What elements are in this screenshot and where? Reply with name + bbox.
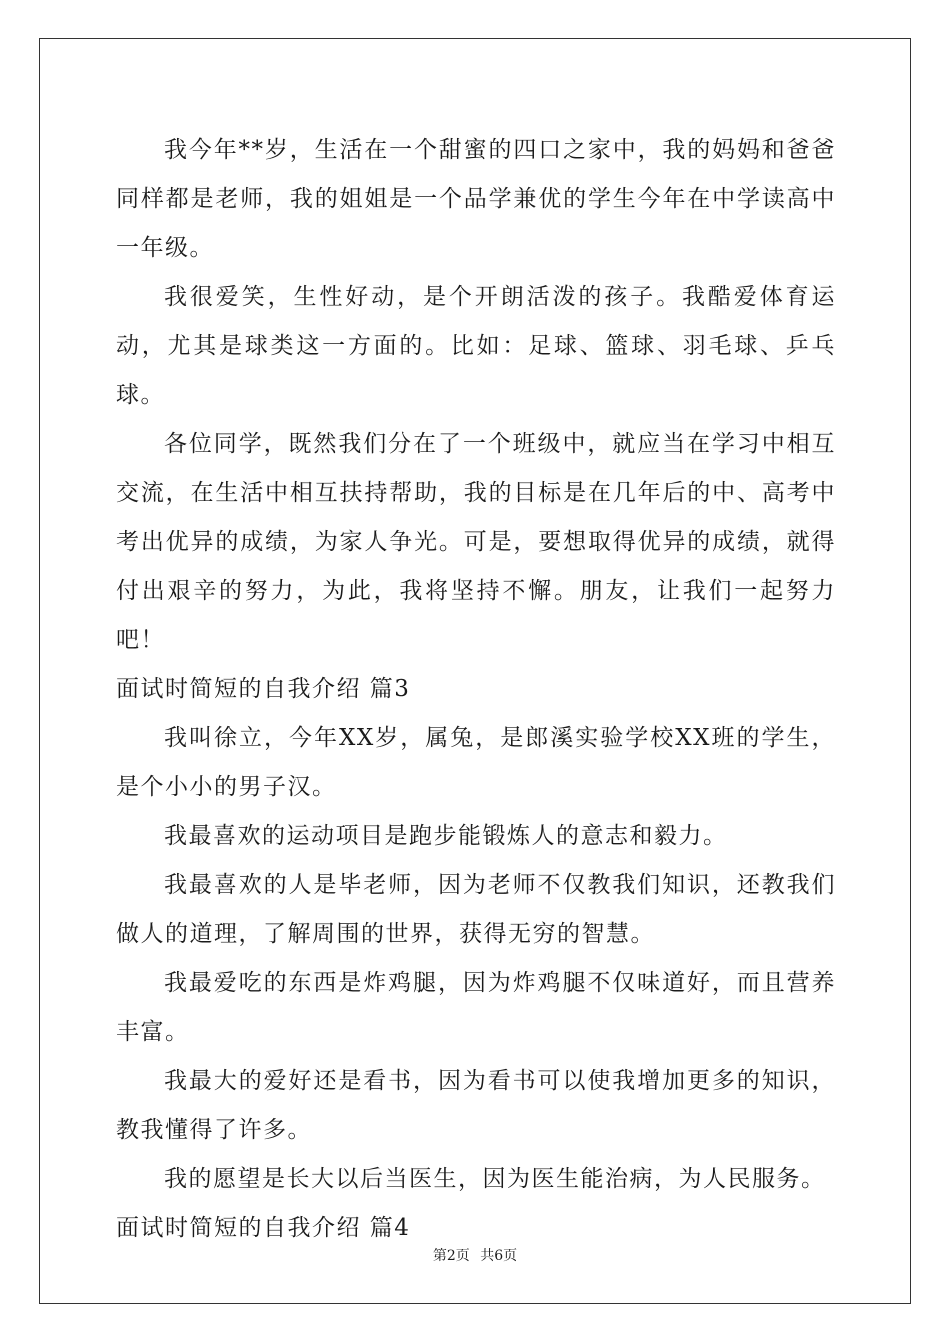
page-footer: [0, 1246, 950, 1266]
paragraph-6: 我最喜欢的人是毕老师，因为老师不仅教我们知识，还教我们做人的道理，了解周围的世界，获得无穷的智慧。: [116, 872, 836, 947]
paragraph-9: 我的愿望是长大以后当医生，因为医生能治病，为人民服务。: [164, 1166, 826, 1192]
paragraph-3: 各位同学，既然我们分在了一个班级中，就应当在学习中相互交流，在生活中相互扶持帮助，我的目标是在几年后的中、高考中考出优异的成绩，为家人争光。可是，要想取得优异的成绩，就得付出艰辛的努力，为此，我将坚持不懈。朋友，让我们一起努力吧！: [116, 431, 836, 653]
paragraph-2: 我很爱笑，生性好动，是个开朗活泼的孩子。我酷爱体育运动，尤其是球类这一方面的。比如：足球、篮球、羽毛球、乒乓球。: [116, 284, 836, 408]
paragraph-7: 我最爱吃的东西是炸鸡腿，因为炸鸡腿不仅味道好，而且营养丰富。: [116, 970, 836, 1045]
paragraph-5: 我最喜欢的运动项目是跑步能锻炼人的意志和毅力。: [164, 823, 728, 849]
paragraph-4: 我叫徐立，今年XX岁，属兔，是郎溪实验学校XX班的学生，是个小小的男子汉。: [116, 725, 836, 800]
paragraph-1: 我今年**岁，生活在一个甜蜜的四口之家中，我的妈妈和爸爸同样都是老师，我的姐姐是一个品学兼优的学生今年在中学读高中一年级。: [116, 137, 836, 261]
section-heading-4: 面试时简短的自我介绍 篇4: [116, 1215, 411, 1241]
page-number: 第2页: [432, 1248, 470, 1264]
section-heading-3: 面试时简短的自我介绍 篇3: [116, 676, 411, 702]
document-body: [116, 126, 836, 1253]
paragraph-8: 我最大的爱好还是看书，因为看书可以使我增加更多的知识，教我懂得了许多。: [116, 1068, 836, 1143]
page-total: 共6页: [480, 1248, 518, 1264]
